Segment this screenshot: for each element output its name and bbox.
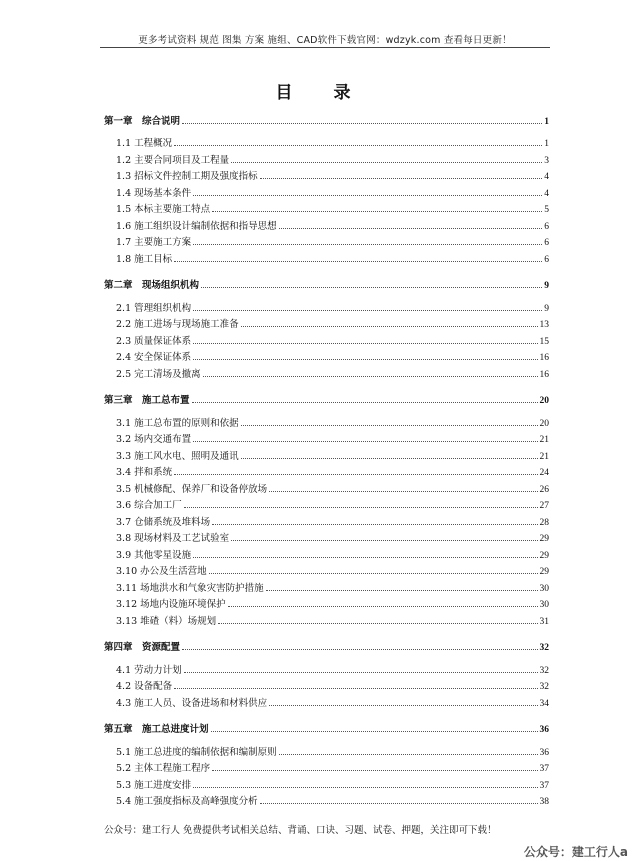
toc-page-number: 37	[539, 780, 549, 791]
toc-page-number: 16	[539, 369, 549, 380]
toc-entry-label: 2.4 安全保证体系	[116, 352, 192, 363]
toc-section-entry[interactable]	[104, 133, 549, 150]
toc-page-number: 32	[539, 665, 549, 676]
watermark: 公众号：建工行人a	[523, 845, 628, 859]
toc-section-entry[interactable]	[104, 248, 549, 265]
page-footer: 公众号：建工行人 免费提供考试相关总结、背诵、口诀、习题、试卷、押题，关注即可下载！	[104, 825, 497, 836]
toc-dot-leader	[231, 540, 537, 541]
toc-page-number: 36	[539, 725, 549, 735]
toc-page-number: 29	[539, 567, 549, 577]
toc-entry-label: 2.1 管理组织机构	[116, 302, 192, 314]
toc-entry-label: 第四章 资源配置	[104, 642, 181, 653]
toc-page-number: 9	[544, 281, 549, 291]
toc-entry-label: 第五章 施工总进度计划	[104, 724, 209, 735]
toc-entry-label: 3.12 场地内设施环境保护	[116, 599, 226, 610]
toc-dot-leader	[174, 261, 542, 262]
toc-entry-label: 5.3 施工进度安排	[116, 779, 192, 791]
toc-entry-label: 2.3 质量保证体系	[116, 335, 192, 347]
toc-section-entry[interactable]	[104, 297, 549, 314]
toc-entry-label: 5.1 施工总进度的编制依据和编制原则	[116, 746, 277, 758]
toc-dot-leader	[174, 688, 537, 689]
toc-section-entry[interactable]	[104, 199, 549, 216]
toc-entry-label: 第三章 施工总布置	[104, 395, 190, 406]
toc-entry-label: 1.8 施工目标	[116, 253, 173, 265]
toc-section-entry[interactable]	[104, 215, 549, 232]
toc-page-number: 27	[539, 501, 549, 511]
toc-dot-leader	[174, 145, 542, 146]
toc-page-number: 32	[539, 643, 549, 653]
toc-section-entry[interactable]	[104, 758, 549, 775]
toc-dot-leader	[193, 359, 537, 360]
toc-page-number: 28	[539, 517, 549, 528]
toc-section-entry[interactable]	[104, 561, 549, 578]
toc-entry-label: 3.9 其他零星设施	[116, 549, 192, 561]
header-rule	[100, 47, 550, 48]
toc-entry-label: 5.2 主体工程施工程序	[116, 763, 211, 774]
toc-entry-label: 1.1 工程概况	[116, 138, 173, 149]
toc-entry-label: 4.2 设备配备	[116, 681, 173, 692]
toc-page-number: 20	[539, 418, 549, 429]
toc-section-entry[interactable]	[104, 462, 549, 479]
toc-section-entry[interactable]	[104, 528, 549, 545]
toc-entry-label: 1.2 主要合同项目及工程量	[116, 154, 230, 166]
toc-page-number: 1	[544, 139, 549, 149]
toc-section-entry[interactable]	[104, 511, 549, 528]
toc-dot-leader	[218, 623, 537, 624]
toc-entry-label: 第二章 现场组织机构	[104, 280, 200, 291]
toc-entry-label: 1.5 本标主要施工特点	[116, 204, 211, 215]
toc-dot-leader	[193, 195, 542, 196]
toc-page-number: 15	[539, 336, 549, 347]
toc-dot-leader	[241, 425, 538, 426]
toc-page-number: 1	[544, 116, 549, 127]
toc-dot-leader	[182, 649, 537, 650]
toc-entry-label: 1.7 主要施工方案	[116, 237, 192, 248]
toc-page-number: 5	[544, 205, 549, 215]
toc-page-number: 21	[539, 451, 549, 462]
toc-section-entry[interactable]	[104, 412, 549, 429]
toc-section-entry[interactable]	[104, 232, 549, 249]
toc-page-number: 30	[539, 583, 549, 594]
toc-entry-label: 1.4 现场基本条件	[116, 187, 192, 199]
toc-dot-leader	[193, 343, 537, 344]
toc-page-number: 26	[539, 484, 549, 495]
toc-section-entry[interactable]	[104, 544, 549, 561]
toc-dot-leader	[193, 244, 542, 245]
toc-dot-leader	[212, 524, 537, 525]
toc-section-entry[interactable]	[104, 314, 549, 331]
toc-entry-label: 4.3 施工人员、设备进场和材料供应	[116, 697, 268, 709]
toc-section-entry[interactable]	[104, 445, 549, 462]
toc-section-entry[interactable]	[104, 347, 549, 364]
toc-section-entry[interactable]	[104, 363, 549, 380]
toc-dot-leader	[201, 287, 542, 288]
toc-dot-leader	[211, 731, 538, 732]
toc-page-number: 30	[539, 600, 549, 610]
toc-page-number: 34	[539, 698, 549, 709]
toc-chapter-entry[interactable]	[104, 275, 549, 292]
toc-page-number: 4	[544, 172, 549, 182]
toc-dot-leader	[203, 376, 538, 377]
toc-page-number: 6	[544, 238, 549, 248]
toc-entry-label: 3.13 堆碴（料）场规划	[116, 615, 217, 627]
toc-page-number: 31	[539, 616, 549, 627]
toc-entry-label: 3.3 施工风水电、照明及通讯	[116, 450, 239, 462]
toc-dot-leader	[260, 803, 538, 804]
toc-chapter-entry[interactable]	[104, 719, 549, 736]
table-of-contents	[104, 110, 549, 807]
toc-dot-leader	[184, 507, 538, 508]
toc-section-entry[interactable]	[104, 791, 549, 808]
toc-dot-leader	[279, 754, 538, 755]
toc-dot-leader	[241, 326, 538, 327]
toc-chapter-entry[interactable]	[104, 390, 549, 407]
toc-page-number: 37	[539, 764, 549, 774]
toc-section-entry[interactable]	[104, 594, 549, 611]
toc-section-entry[interactable]	[104, 774, 549, 791]
toc-page-number: 3	[544, 155, 549, 166]
toc-entry-label: 3.8 现场材料及工艺试验室	[116, 533, 230, 544]
toc-page-number: 38	[539, 797, 549, 807]
toc-dot-leader	[241, 458, 538, 459]
toc-section-entry[interactable]	[104, 166, 549, 183]
toc-page-number: 6	[544, 254, 549, 265]
toc-entry-label: 3.4 拌和系统	[116, 467, 173, 478]
toc-dot-leader	[193, 787, 537, 788]
toc-dot-leader	[260, 178, 543, 179]
toc-section-entry[interactable]	[104, 182, 549, 199]
toc-entry-label: 1.6 施工组织设计编制依据和指导思想	[116, 220, 277, 232]
toc-dot-leader	[209, 573, 538, 574]
toc-entry-label: 2.2 施工进场与现场施工准备	[116, 319, 239, 330]
toc-page-number: 9	[544, 303, 549, 314]
toc-section-entry[interactable]	[104, 692, 549, 709]
toc-page-number: 36	[539, 747, 549, 758]
toc-entry-label: 3.1 施工总布置的原则和依据	[116, 417, 239, 429]
toc-dot-leader	[193, 557, 537, 558]
toc-dot-leader	[266, 590, 538, 591]
toc-dot-leader	[212, 211, 542, 212]
toc-section-entry[interactable]	[104, 741, 549, 758]
toc-page-number: 13	[539, 320, 549, 330]
toc-entry-label: 4.1 劳动力计划	[116, 664, 182, 676]
toc-entry-label: 2.5 完工清场及撤离	[116, 368, 201, 380]
toc-entry-label: 5.4 施工强度指标及高峰强度分析	[116, 796, 258, 807]
toc-dot-leader	[269, 705, 537, 706]
toc-section-entry[interactable]	[104, 495, 549, 512]
toc-section-entry[interactable]	[104, 676, 549, 693]
toc-entry-label: 3.10 办公及生活营地	[116, 566, 207, 577]
toc-dot-leader	[193, 310, 542, 311]
toc-dot-leader	[184, 672, 538, 673]
toc-page-number: 32	[539, 682, 549, 692]
toc-dot-leader	[212, 770, 537, 771]
toc-entry-label: 1.3 招标文件控制工期及强度指标	[116, 171, 258, 182]
toc-dot-leader	[174, 474, 537, 475]
toc-section-entry[interactable]	[104, 577, 549, 594]
toc-page-number: 6	[544, 221, 549, 232]
toc-dot-leader	[231, 162, 542, 163]
toc-page-number: 29	[539, 550, 549, 561]
toc-section-entry[interactable]	[104, 478, 549, 495]
toc-section-entry[interactable]	[104, 659, 549, 676]
toc-chapter-entry[interactable]	[104, 637, 549, 654]
toc-page-number: 24	[539, 468, 549, 478]
toc-page-number: 4	[544, 188, 549, 199]
toc-section-entry[interactable]	[104, 149, 549, 166]
toc-dot-leader	[269, 491, 537, 492]
toc-entry-label: 3.7 仓储系统及堆料场	[116, 516, 211, 528]
toc-dot-leader	[182, 123, 542, 124]
toc-dot-leader	[192, 402, 538, 403]
toc-page-number: 21	[539, 435, 549, 445]
toc-entry-label: 第一章 综合说明	[104, 115, 181, 127]
toc-section-entry[interactable]	[104, 429, 549, 446]
toc-page-number: 20	[539, 396, 549, 406]
toc-chapter-entry[interactable]	[104, 110, 549, 127]
toc-entry-label: 3.11 场地洪水和气象灾害防护措施	[116, 582, 264, 594]
toc-dot-leader	[193, 441, 537, 442]
toc-dot-leader	[279, 228, 543, 229]
toc-dot-leader	[228, 606, 538, 607]
toc-entry-label: 3.5 机械修配、保养厂和设备停放场	[116, 483, 268, 495]
toc-entry-label: 3.6 综合加工厂	[116, 500, 182, 511]
page-header: 更多考试资料 规范 图集 方案 施组、CAD软件下载官网：wdzyk.com 查看每日更新！	[138, 35, 512, 46]
toc-entry-label: 3.2 场内交通布置	[116, 434, 192, 445]
toc-page-number: 16	[539, 353, 549, 363]
document-title: 目 录	[275, 83, 363, 103]
toc-section-entry[interactable]	[104, 610, 549, 627]
toc-section-entry[interactable]	[104, 330, 549, 347]
toc-page-number: 29	[539, 534, 549, 544]
